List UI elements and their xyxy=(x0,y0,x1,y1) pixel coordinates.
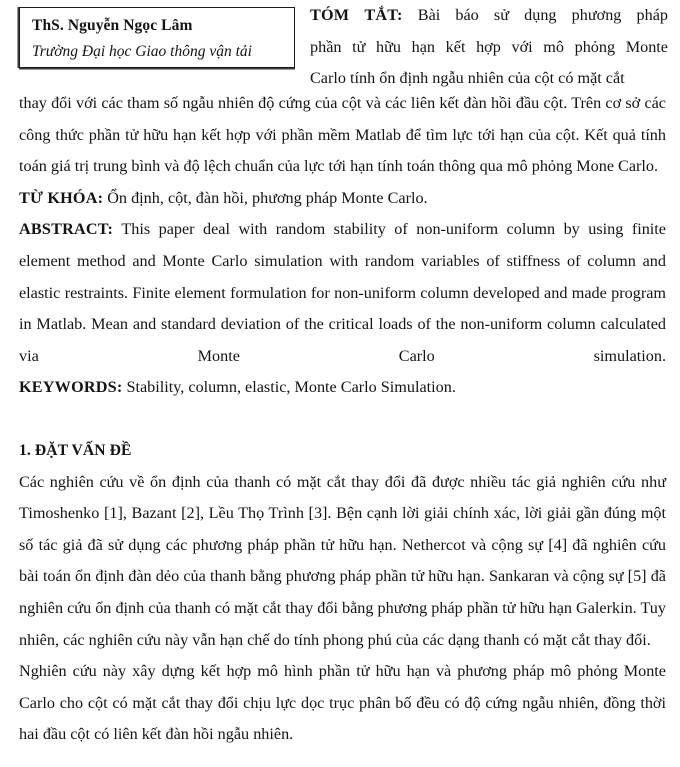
abstract-vi-line-3 xyxy=(310,63,668,95)
abstract-vi-head-text-3: Carlo tính ổn định ngẫu nhiên của cột có mặt cắt xyxy=(310,69,625,88)
keywords-vi-label: TỪ KHÓA: xyxy=(19,188,104,207)
abstract-vi-label: TÓM TẮT: xyxy=(310,6,403,24)
section-paragraph-2: Nghiên cứu này xây dựng kết hợp mô hình phần tử hữu hạn và phương pháp mô phỏng Monte Carlo cho cột có mặt cắt thay đổi chịu lực dọc trục phân bố đều có độ cứng ngẫu nhiên, đồng thời hai đầu cột có liên kết đàn hồi ngẫu nhiên. xyxy=(19,662,666,744)
abstract-en-label: ABSTRACT: xyxy=(19,220,114,239)
abstract-vi-body: thay đổi với các tham số ngẫu nhiên độ cứng của cột và các liên kết đàn hồi đầu cột. Trên cơ sở các công thức phần tử hữu hạn kết hợp với phần mềm Matlab để tìm lực tới hạn của cột. Kết quả tính toán giá trị trung bình và độ lệch chuẩn của lực tới hạn tính toán thông qua mô phỏng Mone Carlo. xyxy=(19,94,666,176)
abstract-en-text: This paper deal with random stability of non-uniform column by using finite element method and Monte Carlo simulation with random variables of stiffness of column and elastic restraints. Finite element formulation for non-uniform column developed and made program in Matlab. Mean and standard deviation of the critical loads of the non-uniform column calculated via Monte Carlo simulation. xyxy=(19,220,666,365)
keywords-en-paragraph xyxy=(19,372,666,404)
author-name: ThS. Nguyễn Ngọc Lâm xyxy=(32,17,193,34)
abstract-en-paragraph xyxy=(19,214,666,372)
author-affiliation: Trường Đại học Giao thông vận tải xyxy=(32,43,252,60)
author-info-box xyxy=(19,7,295,68)
keywords-vi-paragraph xyxy=(19,183,666,215)
abstract-vi-line-1 xyxy=(310,0,668,32)
header-zone xyxy=(0,0,680,88)
abstract-vi-head-text-2: phần tử hữu hạn kết hợp với mô phỏng Monte xyxy=(310,37,668,56)
section-spacer xyxy=(19,404,666,435)
section-heading-1: 1. ĐẶT VẤN ĐỀ xyxy=(19,441,132,459)
abstract-vi-line-2 xyxy=(310,32,668,64)
keywords-en-label: KEYWORDS: xyxy=(19,378,123,397)
abstract-vi-head-text-1: Bài báo sử dụng phương pháp xyxy=(417,6,668,24)
keywords-vi-text: Ổn định, cột, đàn hồi, phương pháp Monte Carlo. xyxy=(107,188,428,207)
keywords-en-text: Stability, column, elastic, Monte Carlo Simulation. xyxy=(126,378,456,397)
body-flow xyxy=(0,88,680,751)
abstract-vi-head-column xyxy=(310,0,668,95)
section-paragraph-1: Các nghiên cứu về ổn định của thanh có mặt cắt thay đổi đã được nhiều tác giả nghiên cứu như Timoshenko [1], Bazant [2], Lều Thọ Trình [3]. Bện cạnh lời giải chính xác, lời giải gần đúng một số tác giả đã sử dụng các phương pháp phần tử hữu hạn. Nethercot và cộng sự [4] đã nghiên cứu bài toán ổn định đàn dẻo của thanh bằng phương pháp phần tử hữu hạn. Sankaran và cộng sự [5] đã nghiên cứu ổn định của thanh có mặt cắt thay đổi bằng phương pháp phần tử hữu hạn Galerkin. Tuy nhiên, các nghiên cứu này vẫn hạn chế do tính phong phú của các dạng thanh có mặt cắt thay đổi. xyxy=(19,472,666,649)
